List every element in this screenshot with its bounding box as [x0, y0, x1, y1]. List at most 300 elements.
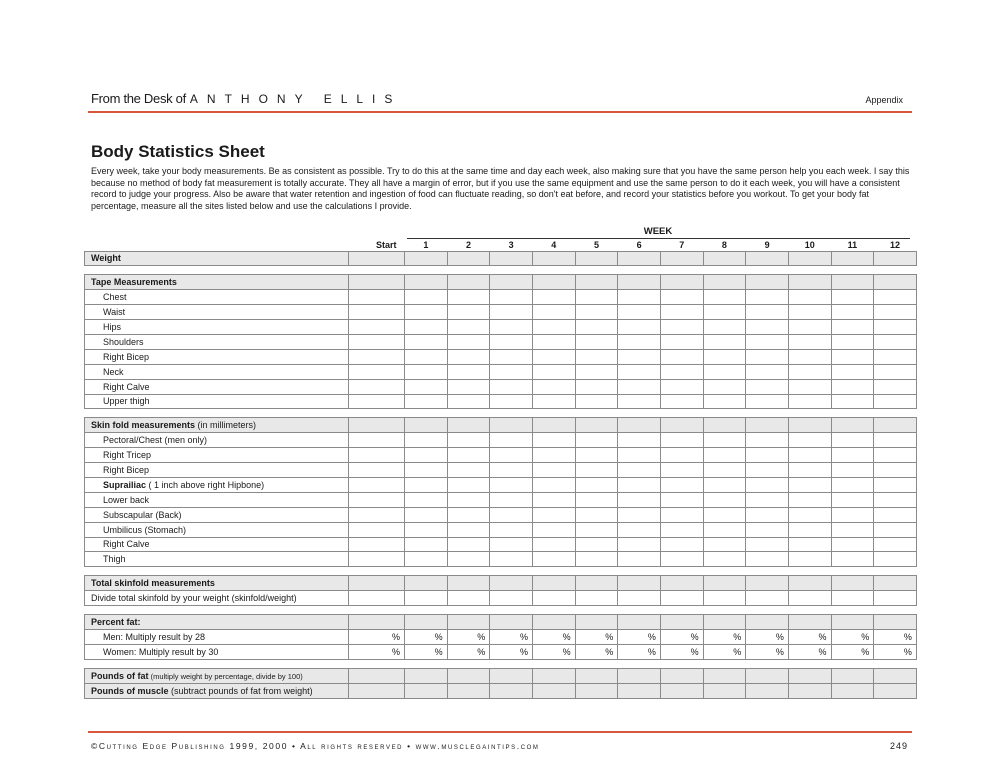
week-entry-cell[interactable]	[874, 448, 917, 463]
week-entry-cell[interactable]	[618, 537, 661, 552]
week-entry-cell[interactable]	[447, 668, 490, 683]
week-entry-cell[interactable]	[874, 364, 917, 379]
week-entry-cell[interactable]	[831, 433, 874, 448]
week-entry-cell[interactable]	[874, 349, 917, 364]
week-entry-cell[interactable]	[874, 275, 917, 290]
week-entry-cell[interactable]	[703, 334, 746, 349]
week-entry-cell[interactable]	[532, 305, 575, 320]
week-entry-cell[interactable]	[447, 349, 490, 364]
week-entry-cell[interactable]	[490, 320, 533, 335]
week-entry-cell[interactable]	[746, 522, 789, 537]
week-entry-cell[interactable]	[788, 492, 831, 507]
week-entry-cell[interactable]	[660, 463, 703, 478]
week-entry-cell[interactable]: %	[532, 644, 575, 659]
week-entry-cell[interactable]	[405, 477, 448, 492]
week-entry-cell[interactable]	[490, 507, 533, 522]
week-entry-cell[interactable]	[575, 251, 618, 266]
week-entry-cell[interactable]	[447, 290, 490, 305]
week-entry-cell[interactable]	[746, 463, 789, 478]
week-entry-cell[interactable]	[831, 305, 874, 320]
week-entry-cell[interactable]	[575, 552, 618, 567]
week-entry-cell[interactable]	[532, 463, 575, 478]
week-entry-cell[interactable]	[405, 552, 448, 567]
week-entry-cell[interactable]	[575, 418, 618, 433]
week-entry-cell[interactable]	[831, 576, 874, 591]
week-entry-cell[interactable]	[746, 290, 789, 305]
week-entry-cell[interactable]: %	[405, 629, 448, 644]
week-entry-cell[interactable]	[405, 251, 448, 266]
week-entry-cell[interactable]	[575, 507, 618, 522]
week-entry-cell[interactable]	[618, 683, 661, 698]
week-entry-cell[interactable]	[532, 591, 575, 606]
week-entry-cell[interactable]	[405, 290, 448, 305]
week-entry-cell[interactable]	[746, 394, 789, 409]
week-entry-cell[interactable]	[831, 394, 874, 409]
week-entry-cell[interactable]	[575, 492, 618, 507]
week-entry-cell[interactable]	[490, 591, 533, 606]
week-entry-cell[interactable]	[405, 668, 448, 683]
week-entry-cell[interactable]	[660, 615, 703, 630]
start-entry-cell[interactable]	[349, 576, 405, 591]
start-entry-cell[interactable]	[349, 305, 405, 320]
week-entry-cell[interactable]	[660, 552, 703, 567]
week-entry-cell[interactable]: %	[831, 644, 874, 659]
week-entry-cell[interactable]	[660, 668, 703, 683]
week-entry-cell[interactable]	[746, 364, 789, 379]
week-entry-cell[interactable]	[490, 522, 533, 537]
week-entry-cell[interactable]	[405, 334, 448, 349]
week-entry-cell[interactable]	[490, 492, 533, 507]
week-entry-cell[interactable]	[532, 576, 575, 591]
week-entry-cell[interactable]	[703, 290, 746, 305]
week-entry-cell[interactable]: %	[447, 644, 490, 659]
week-entry-cell[interactable]	[575, 305, 618, 320]
start-entry-cell[interactable]	[349, 552, 405, 567]
week-entry-cell[interactable]	[746, 305, 789, 320]
week-entry-cell[interactable]	[874, 492, 917, 507]
week-entry-cell[interactable]: %	[831, 629, 874, 644]
week-entry-cell[interactable]	[405, 448, 448, 463]
week-entry-cell[interactable]	[532, 364, 575, 379]
week-entry-cell[interactable]	[532, 522, 575, 537]
week-entry-cell[interactable]	[618, 394, 661, 409]
start-entry-cell[interactable]	[349, 492, 405, 507]
start-entry-cell[interactable]	[349, 251, 405, 266]
start-entry-cell[interactable]: %	[349, 644, 405, 659]
week-entry-cell[interactable]: %	[660, 644, 703, 659]
week-entry-cell[interactable]	[618, 507, 661, 522]
week-entry-cell[interactable]	[874, 591, 917, 606]
week-entry-cell[interactable]	[831, 615, 874, 630]
week-entry-cell[interactable]	[831, 668, 874, 683]
week-entry-cell[interactable]	[746, 615, 789, 630]
week-entry-cell[interactable]	[532, 379, 575, 394]
week-entry-cell[interactable]	[575, 320, 618, 335]
start-entry-cell[interactable]	[349, 394, 405, 409]
week-entry-cell[interactable]	[703, 394, 746, 409]
week-entry-cell[interactable]	[405, 683, 448, 698]
week-entry-cell[interactable]	[788, 334, 831, 349]
week-entry-cell[interactable]	[447, 576, 490, 591]
week-entry-cell[interactable]	[532, 394, 575, 409]
week-entry-cell[interactable]	[703, 576, 746, 591]
week-entry-cell[interactable]	[618, 379, 661, 394]
week-entry-cell[interactable]	[575, 668, 618, 683]
start-entry-cell[interactable]	[349, 334, 405, 349]
week-entry-cell[interactable]	[618, 364, 661, 379]
week-entry-cell[interactable]	[746, 507, 789, 522]
start-entry-cell[interactable]: %	[349, 629, 405, 644]
week-entry-cell[interactable]	[447, 615, 490, 630]
week-entry-cell[interactable]	[405, 418, 448, 433]
week-entry-cell[interactable]	[575, 477, 618, 492]
week-entry-cell[interactable]	[447, 552, 490, 567]
week-entry-cell[interactable]	[703, 463, 746, 478]
week-entry-cell[interactable]	[660, 394, 703, 409]
start-entry-cell[interactable]	[349, 379, 405, 394]
week-entry-cell[interactable]	[788, 537, 831, 552]
week-entry-cell[interactable]	[405, 305, 448, 320]
week-entry-cell[interactable]	[618, 576, 661, 591]
week-entry-cell[interactable]	[874, 576, 917, 591]
week-entry-cell[interactable]	[447, 251, 490, 266]
start-entry-cell[interactable]	[349, 463, 405, 478]
week-entry-cell[interactable]	[874, 379, 917, 394]
start-entry-cell[interactable]	[349, 364, 405, 379]
week-entry-cell[interactable]	[831, 364, 874, 379]
week-entry-cell[interactable]	[532, 477, 575, 492]
week-entry-cell[interactable]	[703, 433, 746, 448]
week-entry-cell[interactable]	[532, 251, 575, 266]
week-entry-cell[interactable]	[618, 290, 661, 305]
week-entry-cell[interactable]	[618, 448, 661, 463]
week-entry-cell[interactable]	[788, 290, 831, 305]
start-entry-cell[interactable]	[349, 522, 405, 537]
week-entry-cell[interactable]	[575, 379, 618, 394]
week-entry-cell[interactable]	[831, 349, 874, 364]
week-entry-cell[interactable]	[788, 251, 831, 266]
week-entry-cell[interactable]	[660, 537, 703, 552]
week-entry-cell[interactable]	[660, 251, 703, 266]
week-entry-cell[interactable]	[447, 591, 490, 606]
week-entry-cell[interactable]	[575, 463, 618, 478]
week-entry-cell[interactable]	[618, 275, 661, 290]
week-entry-cell[interactable]	[532, 433, 575, 448]
week-entry-cell[interactable]	[874, 290, 917, 305]
week-entry-cell[interactable]	[831, 507, 874, 522]
week-entry-cell[interactable]	[874, 507, 917, 522]
week-entry-cell[interactable]	[575, 615, 618, 630]
week-entry-cell[interactable]	[532, 334, 575, 349]
week-entry-cell[interactable]	[490, 552, 533, 567]
week-entry-cell[interactable]: %	[490, 629, 533, 644]
week-entry-cell[interactable]	[447, 507, 490, 522]
week-entry-cell[interactable]	[874, 522, 917, 537]
week-entry-cell[interactable]	[703, 507, 746, 522]
week-entry-cell[interactable]	[575, 448, 618, 463]
week-entry-cell[interactable]: %	[874, 644, 917, 659]
week-entry-cell[interactable]	[490, 364, 533, 379]
start-entry-cell[interactable]	[349, 591, 405, 606]
week-entry-cell[interactable]	[874, 537, 917, 552]
week-entry-cell[interactable]	[618, 552, 661, 567]
week-entry-cell[interactable]	[703, 492, 746, 507]
week-entry-cell[interactable]	[618, 334, 661, 349]
week-entry-cell[interactable]	[660, 320, 703, 335]
week-entry-cell[interactable]	[746, 418, 789, 433]
week-entry-cell[interactable]	[703, 418, 746, 433]
week-entry-cell[interactable]: %	[788, 629, 831, 644]
week-entry-cell[interactable]	[746, 492, 789, 507]
week-entry-cell[interactable]	[660, 507, 703, 522]
week-entry-cell[interactable]	[447, 305, 490, 320]
week-entry-cell[interactable]	[490, 477, 533, 492]
week-entry-cell[interactable]	[703, 668, 746, 683]
week-entry-cell[interactable]	[703, 349, 746, 364]
start-entry-cell[interactable]	[349, 507, 405, 522]
week-entry-cell[interactable]: %	[618, 629, 661, 644]
start-entry-cell[interactable]	[349, 418, 405, 433]
start-entry-cell[interactable]	[349, 290, 405, 305]
week-entry-cell[interactable]	[490, 394, 533, 409]
week-entry-cell[interactable]	[660, 477, 703, 492]
week-entry-cell[interactable]	[618, 251, 661, 266]
week-entry-cell[interactable]	[831, 591, 874, 606]
week-entry-cell[interactable]	[788, 552, 831, 567]
week-entry-cell[interactable]	[405, 463, 448, 478]
week-entry-cell[interactable]	[746, 349, 789, 364]
week-entry-cell[interactable]	[874, 251, 917, 266]
week-entry-cell[interactable]	[447, 379, 490, 394]
week-entry-cell[interactable]	[703, 320, 746, 335]
week-entry-cell[interactable]: %	[490, 644, 533, 659]
week-entry-cell[interactable]	[746, 275, 789, 290]
week-entry-cell[interactable]	[532, 683, 575, 698]
week-entry-cell[interactable]	[618, 591, 661, 606]
week-entry-cell[interactable]	[831, 275, 874, 290]
week-entry-cell[interactable]	[660, 418, 703, 433]
week-entry-cell[interactable]	[788, 668, 831, 683]
week-entry-cell[interactable]	[788, 275, 831, 290]
week-entry-cell[interactable]	[660, 492, 703, 507]
week-entry-cell[interactable]	[447, 320, 490, 335]
week-entry-cell[interactable]	[703, 683, 746, 698]
week-entry-cell[interactable]	[703, 305, 746, 320]
week-entry-cell[interactable]	[447, 683, 490, 698]
week-entry-cell[interactable]	[532, 668, 575, 683]
week-entry-cell[interactable]	[703, 522, 746, 537]
week-entry-cell[interactable]	[874, 615, 917, 630]
week-entry-cell[interactable]	[660, 349, 703, 364]
week-entry-cell[interactable]	[703, 537, 746, 552]
week-entry-cell[interactable]	[831, 334, 874, 349]
week-entry-cell[interactable]	[447, 418, 490, 433]
week-entry-cell[interactable]	[660, 448, 703, 463]
week-entry-cell[interactable]	[874, 433, 917, 448]
week-entry-cell[interactable]	[788, 683, 831, 698]
week-entry-cell[interactable]	[831, 552, 874, 567]
week-entry-cell[interactable]	[874, 683, 917, 698]
week-entry-cell[interactable]: %	[746, 644, 789, 659]
week-entry-cell[interactable]	[405, 379, 448, 394]
week-entry-cell[interactable]	[703, 552, 746, 567]
week-entry-cell[interactable]	[788, 394, 831, 409]
week-entry-cell[interactable]	[490, 448, 533, 463]
week-entry-cell[interactable]	[788, 576, 831, 591]
week-entry-cell[interactable]	[831, 477, 874, 492]
week-entry-cell[interactable]	[575, 364, 618, 379]
week-entry-cell[interactable]	[660, 683, 703, 698]
week-entry-cell[interactable]	[660, 305, 703, 320]
week-entry-cell[interactable]	[788, 364, 831, 379]
week-entry-cell[interactable]	[831, 320, 874, 335]
week-entry-cell[interactable]	[660, 379, 703, 394]
week-entry-cell[interactable]	[447, 448, 490, 463]
week-entry-cell[interactable]	[447, 522, 490, 537]
week-entry-cell[interactable]	[405, 349, 448, 364]
week-entry-cell[interactable]: %	[575, 629, 618, 644]
week-entry-cell[interactable]	[788, 507, 831, 522]
start-entry-cell[interactable]	[349, 537, 405, 552]
week-entry-cell[interactable]: %	[575, 644, 618, 659]
week-entry-cell[interactable]	[788, 418, 831, 433]
week-entry-cell[interactable]	[405, 507, 448, 522]
week-entry-cell[interactable]	[618, 418, 661, 433]
week-entry-cell[interactable]	[746, 320, 789, 335]
week-entry-cell[interactable]	[575, 591, 618, 606]
week-entry-cell[interactable]	[660, 576, 703, 591]
week-entry-cell[interactable]	[490, 334, 533, 349]
week-entry-cell[interactable]	[447, 394, 490, 409]
week-entry-cell[interactable]	[405, 576, 448, 591]
week-entry-cell[interactable]	[703, 275, 746, 290]
week-entry-cell[interactable]	[874, 320, 917, 335]
week-entry-cell[interactable]	[746, 683, 789, 698]
week-entry-cell[interactable]	[618, 433, 661, 448]
start-entry-cell[interactable]	[349, 349, 405, 364]
week-entry-cell[interactable]	[788, 433, 831, 448]
week-entry-cell[interactable]	[575, 537, 618, 552]
week-entry-cell[interactable]: %	[746, 629, 789, 644]
week-entry-cell[interactable]	[660, 522, 703, 537]
week-entry-cell[interactable]	[660, 364, 703, 379]
week-entry-cell[interactable]	[746, 576, 789, 591]
week-entry-cell[interactable]	[575, 290, 618, 305]
week-entry-cell[interactable]	[660, 591, 703, 606]
week-entry-cell[interactable]	[788, 305, 831, 320]
week-entry-cell[interactable]	[788, 320, 831, 335]
week-entry-cell[interactable]	[703, 379, 746, 394]
week-entry-cell[interactable]	[447, 492, 490, 507]
week-entry-cell[interactable]	[618, 477, 661, 492]
week-entry-cell[interactable]	[703, 615, 746, 630]
start-entry-cell[interactable]	[349, 615, 405, 630]
week-entry-cell[interactable]	[532, 552, 575, 567]
week-entry-cell[interactable]: %	[447, 629, 490, 644]
week-entry-cell[interactable]	[490, 349, 533, 364]
week-entry-cell[interactable]	[532, 615, 575, 630]
week-entry-cell[interactable]	[490, 290, 533, 305]
week-entry-cell[interactable]	[575, 275, 618, 290]
week-entry-cell[interactable]	[447, 477, 490, 492]
week-entry-cell[interactable]	[532, 448, 575, 463]
week-entry-cell[interactable]	[575, 394, 618, 409]
week-entry-cell[interactable]	[746, 448, 789, 463]
week-entry-cell[interactable]	[660, 334, 703, 349]
week-entry-cell[interactable]: %	[788, 644, 831, 659]
week-entry-cell[interactable]	[874, 463, 917, 478]
week-entry-cell[interactable]	[703, 477, 746, 492]
week-entry-cell[interactable]	[703, 251, 746, 266]
week-entry-cell[interactable]	[618, 305, 661, 320]
week-entry-cell[interactable]	[490, 683, 533, 698]
week-entry-cell[interactable]	[405, 591, 448, 606]
start-entry-cell[interactable]	[349, 477, 405, 492]
week-entry-cell[interactable]	[618, 492, 661, 507]
week-entry-cell[interactable]	[618, 522, 661, 537]
week-entry-cell[interactable]	[746, 477, 789, 492]
week-entry-cell[interactable]	[405, 275, 448, 290]
week-entry-cell[interactable]	[746, 251, 789, 266]
week-entry-cell[interactable]: %	[618, 644, 661, 659]
week-entry-cell[interactable]	[874, 668, 917, 683]
week-entry-cell[interactable]	[447, 463, 490, 478]
week-entry-cell[interactable]	[447, 275, 490, 290]
week-entry-cell[interactable]	[490, 251, 533, 266]
week-entry-cell[interactable]	[575, 683, 618, 698]
week-entry-cell[interactable]	[532, 320, 575, 335]
week-entry-cell[interactable]	[405, 394, 448, 409]
week-entry-cell[interactable]: %	[405, 644, 448, 659]
week-entry-cell[interactable]	[831, 683, 874, 698]
week-entry-cell[interactable]	[575, 576, 618, 591]
week-entry-cell[interactable]	[703, 591, 746, 606]
week-entry-cell[interactable]	[874, 477, 917, 492]
week-entry-cell[interactable]	[405, 320, 448, 335]
week-entry-cell[interactable]	[532, 290, 575, 305]
week-entry-cell[interactable]	[746, 537, 789, 552]
week-entry-cell[interactable]	[490, 668, 533, 683]
week-entry-cell[interactable]: %	[874, 629, 917, 644]
week-entry-cell[interactable]	[874, 394, 917, 409]
week-entry-cell[interactable]	[788, 379, 831, 394]
week-entry-cell[interactable]	[831, 463, 874, 478]
week-entry-cell[interactable]	[405, 364, 448, 379]
week-entry-cell[interactable]	[490, 418, 533, 433]
week-entry-cell[interactable]	[490, 305, 533, 320]
week-entry-cell[interactable]	[490, 275, 533, 290]
week-entry-cell[interactable]	[746, 334, 789, 349]
week-entry-cell[interactable]	[831, 251, 874, 266]
start-entry-cell[interactable]	[349, 275, 405, 290]
week-entry-cell[interactable]	[490, 537, 533, 552]
week-entry-cell[interactable]	[788, 463, 831, 478]
week-entry-cell[interactable]	[788, 591, 831, 606]
week-entry-cell[interactable]	[874, 334, 917, 349]
week-entry-cell[interactable]	[831, 522, 874, 537]
week-entry-cell[interactable]	[532, 492, 575, 507]
start-entry-cell[interactable]	[349, 320, 405, 335]
week-entry-cell[interactable]	[490, 433, 533, 448]
week-entry-cell[interactable]: %	[660, 629, 703, 644]
week-entry-cell[interactable]	[447, 537, 490, 552]
week-entry-cell[interactable]	[660, 290, 703, 305]
week-entry-cell[interactable]	[788, 448, 831, 463]
week-entry-cell[interactable]	[405, 615, 448, 630]
week-entry-cell[interactable]	[874, 305, 917, 320]
week-entry-cell[interactable]	[532, 349, 575, 364]
week-entry-cell[interactable]	[788, 477, 831, 492]
